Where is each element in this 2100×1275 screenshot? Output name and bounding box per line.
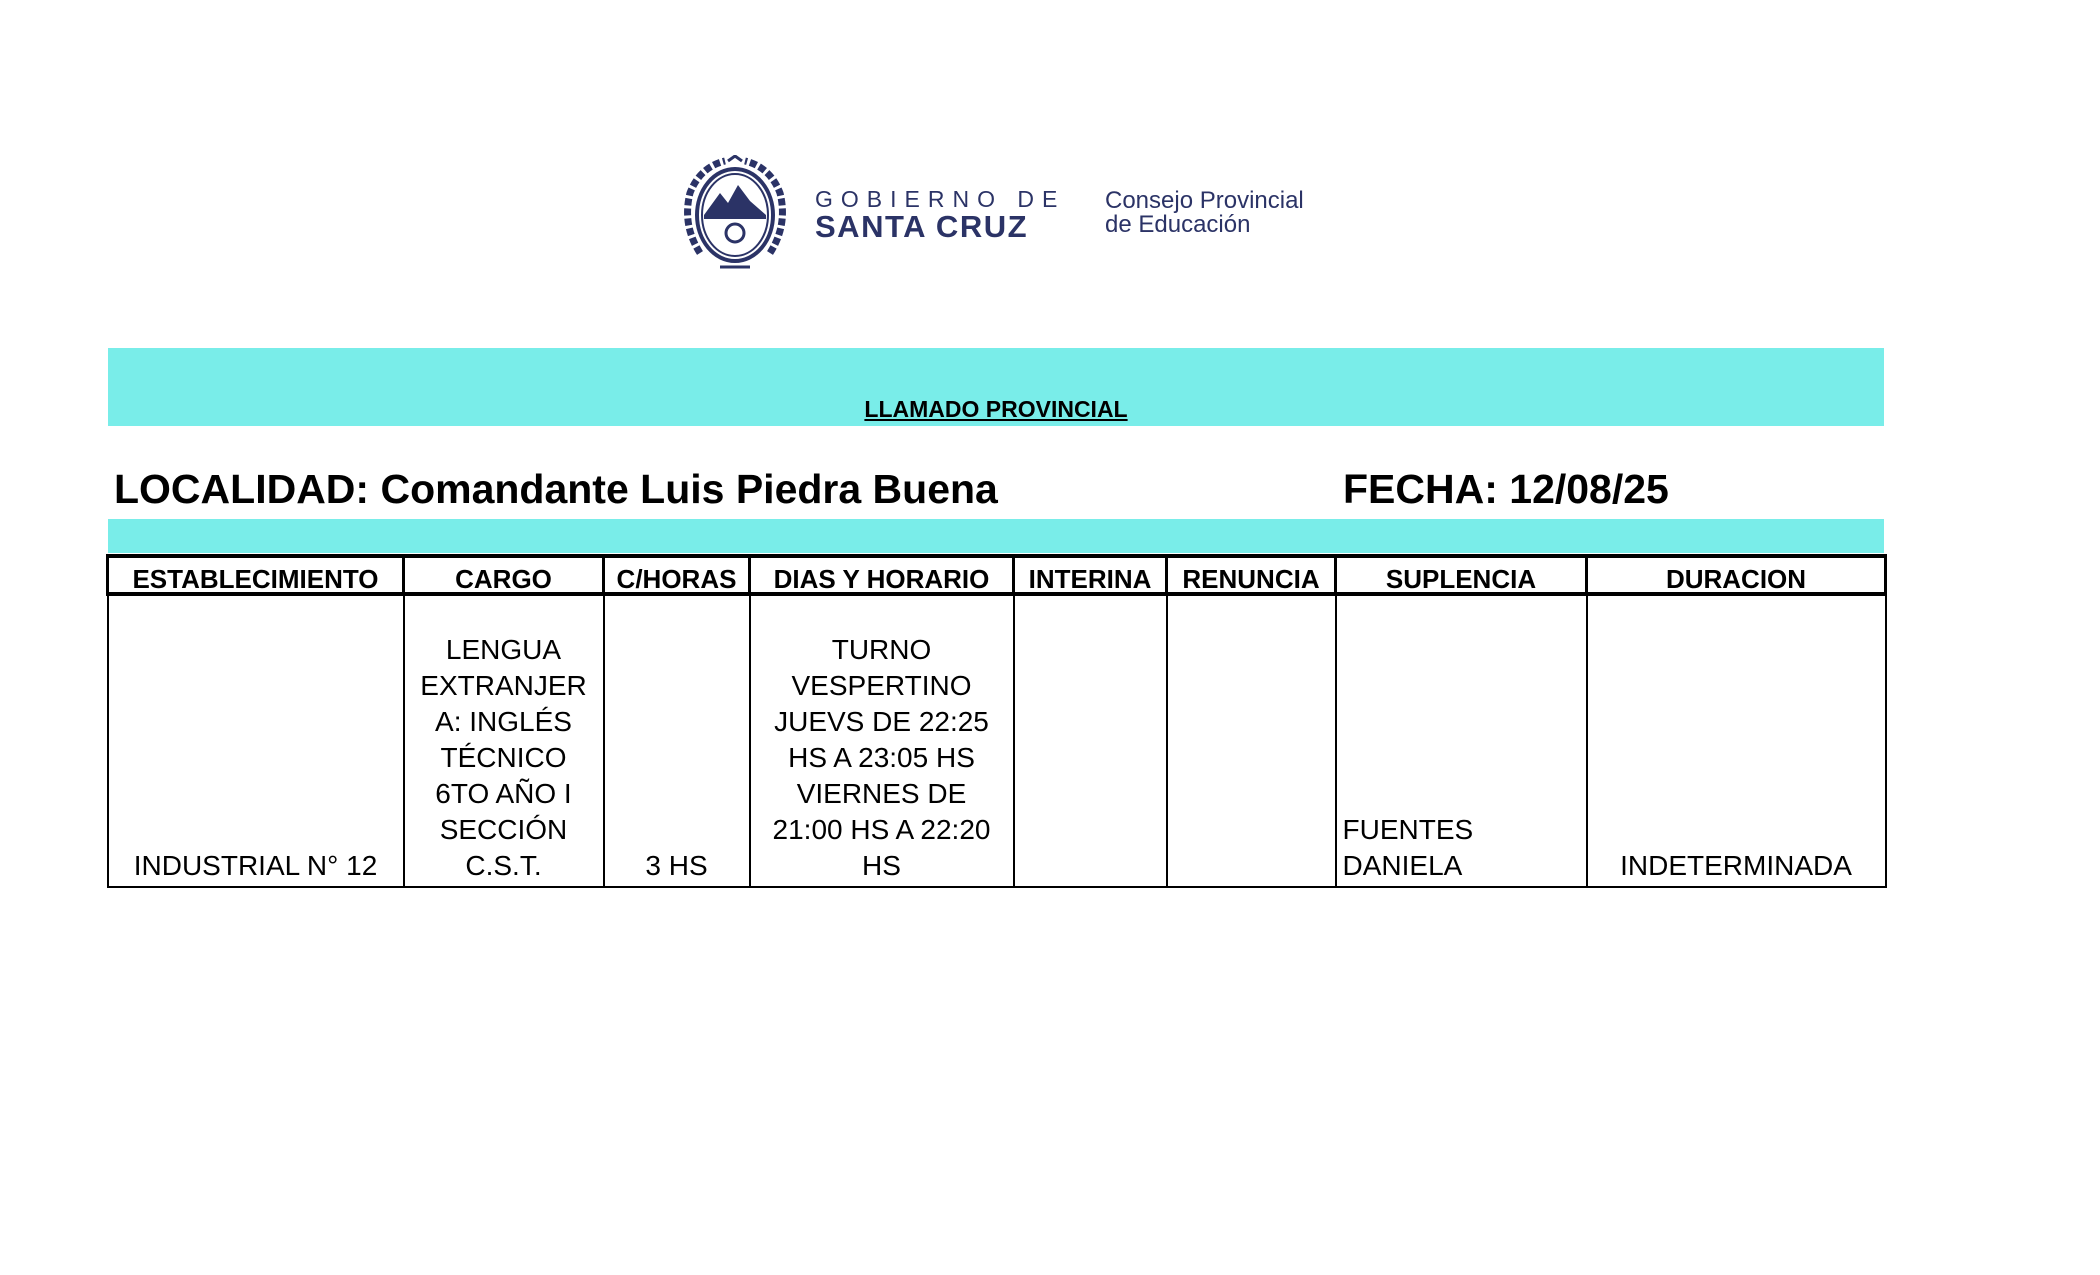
- table-row: [108, 594, 1886, 887]
- cell-interina: [1014, 594, 1167, 887]
- council-name: [1105, 189, 1304, 237]
- cell-suplencia: [1336, 594, 1587, 887]
- separator-band: [108, 519, 1884, 553]
- gov-line2: SANTA CRUZ: [815, 209, 1029, 244]
- cargo-line: SECCIÓN: [439, 814, 568, 845]
- cargo-line: 6TO AÑO I: [435, 778, 572, 809]
- provincial-seal-icon: [680, 155, 790, 275]
- cargo-line: A: INGLÉS: [435, 706, 572, 737]
- localidad-label: LOCALIDAD: Comandante Luis Piedra Buena: [114, 466, 998, 512]
- col-dias: DIAS Y HORARIO: [750, 556, 1014, 594]
- cargo-line: C.S.T.: [465, 850, 542, 881]
- dias-line: VIERNES DE: [796, 778, 967, 809]
- cell-horas: 3 HS: [604, 594, 750, 887]
- consejo-line1: Consejo Provincial: [1105, 187, 1304, 214]
- fecha-label: FECHA: 12/08/25: [1343, 466, 1669, 512]
- cell-renuncia: [1167, 594, 1336, 887]
- cell-cargo: [404, 594, 604, 887]
- dias-line: TURNO: [831, 634, 932, 665]
- vacancy-table: [106, 554, 1887, 888]
- cargo-line: TÉCNICO: [440, 742, 567, 773]
- dias-line: HS A 23:05 HS: [788, 742, 975, 773]
- cell-establecimiento: INDUSTRIAL N° 12: [108, 594, 404, 887]
- cargo-line: EXTRANJER: [420, 670, 587, 701]
- col-cargo: CARGO: [404, 556, 604, 594]
- cell-dias: [750, 594, 1014, 887]
- suplencia-line: DANIELA: [1342, 850, 1463, 881]
- dias-line: VESPERTINO: [791, 670, 972, 701]
- consejo-line2: de Educación: [1105, 211, 1251, 238]
- suplencia-line: FUENTES: [1342, 814, 1474, 845]
- gov-line1: GOBIERNO DE: [815, 186, 1066, 212]
- col-horas: C/HORAS: [604, 556, 750, 594]
- col-duracion: DURACION: [1587, 556, 1886, 594]
- dias-line: 21:00 HS A 22:20: [772, 814, 991, 845]
- table-header-row: [108, 556, 1886, 594]
- col-interina: INTERINA: [1014, 556, 1167, 594]
- cell-duracion: INDETERMINADA: [1587, 594, 1886, 887]
- dias-line: JUEVS DE 22:25: [774, 706, 989, 737]
- government-wordmark: [815, 187, 1065, 243]
- col-renuncia: RENUNCIA: [1167, 556, 1336, 594]
- header-logo: [680, 155, 1360, 275]
- dias-line: HS: [862, 850, 901, 881]
- col-suplencia: SUPLENCIA: [1336, 556, 1587, 594]
- banner-title: LLAMADO PROVINCIAL: [864, 396, 1128, 422]
- cargo-line: LENGUA: [445, 634, 562, 665]
- col-establecimiento: ESTABLECIMIENTO: [108, 556, 404, 594]
